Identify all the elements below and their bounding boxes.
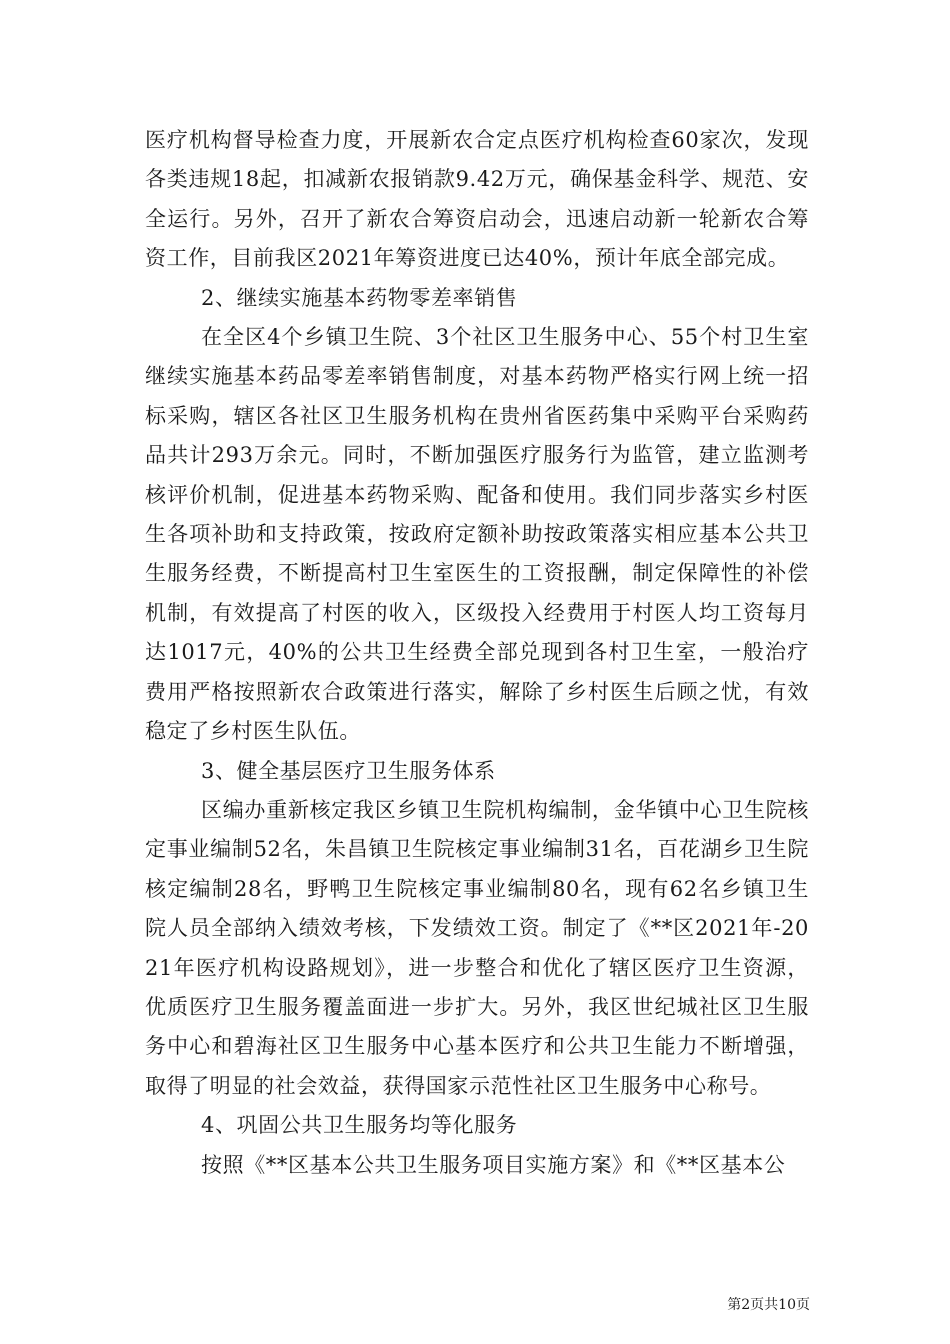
paragraph-ncms-supervision: 医疗机构督导检查力度，开展新农合定点医疗机构检查60家次，发现各类违规18起，扣减新农报销款9.42万元，确保基金科学、规范、安全运行。另外，召开了新农合筹资启动会，迅速启动新一轮新农合筹资工作，目前我区2021年筹资进度已达40%，预计年底全部完成。 [145, 128, 809, 271]
paragraph-zero-markup-drugs: 在全区4个乡镇卫生院、3个社区卫生服务中心、55个村卫生室继续实施基本药品零差率销售制度，对基本药物严格实行网上统一招标采购，辖区各社区卫生服务机构在贵州省医药集中采购平台采购药品共计293万余元。同时，不断加强医疗服务行为监管，建立监测考核评价机制，促进基本药物采购、配备和使用。我们同步落实乡村医生各项补助和支持政策，按政府定额补助按政策落实相应基本公共卫生服务经费，不断提高村卫生室医生的工资报酬，制定保障性的补偿机制，有效提高了村医的收入，区级投入经费用于村医人均工资每月达1017元，40%的公共卫生经费全部兑现到各村卫生室，一般治疗费用严格按照新农合政策进行落实，解除了乡村医生后顾之忧，有效稳定了乡村医生队伍。 [145, 325, 809, 744]
page-number: 第2页共10页 [727, 1297, 810, 1313]
paragraph-primary-care-system: 区编办重新核定我区乡镇卫生院机构编制，金华镇中心卫生院核定事业编制52名，朱昌镇卫生院核定事业编制31名，百花湖乡卫生院核定编制28名，野鸭卫生院核定事业编制80名，现有62名乡镇卫生院人员全部纳入绩效考核，下发绩效工资。制定了《**区2021年-2021年医疗机构设路规划》，进一步整合和优化了辖区医疗卫生资源，优质医疗卫生服务覆盖面进一步扩大。另外，我区世纪城社区卫生服务中心和碧海社区卫生服务中心基本医疗和公共卫生能力不断增强，取得了明显的社会效益，获得国家示范性社区卫生服务中心称号。 [145, 797, 809, 1098]
document-body [145, 121, 809, 1185]
paragraph-public-health-equalization: 按照《**区基本公共卫生服务项目实施方案》和《**区基本公 [201, 1152, 786, 1177]
heading-primary-care-system: 3、健全基层医疗卫生服务体系 [201, 758, 496, 783]
heading-zero-markup-drugs: 2、继续实施基本药物零差率销售 [201, 285, 518, 310]
heading-public-health-equalization: 4、巩固公共卫生服务均等化服务 [201, 1113, 518, 1138]
